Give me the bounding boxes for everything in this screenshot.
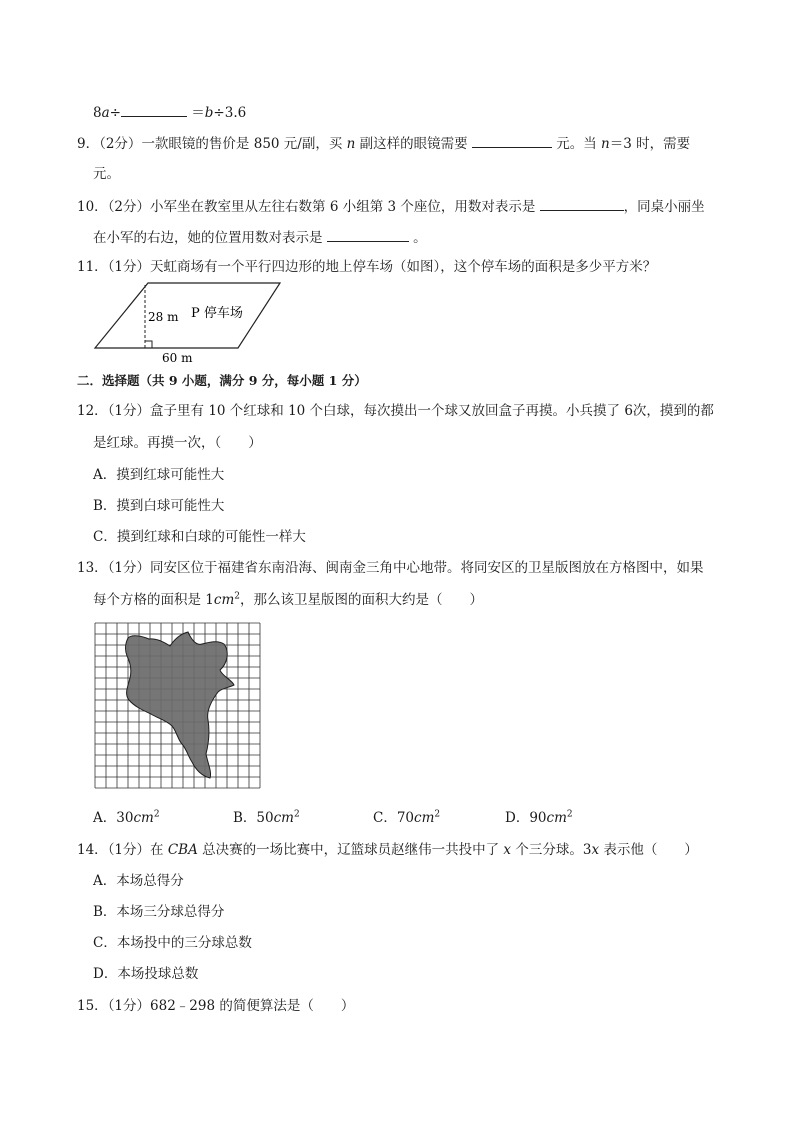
satellite-map-shape	[125, 632, 234, 778]
q14-option-c[interactable]: C．本场投中的三分球总数	[93, 935, 252, 951]
q10-line-1: 10．（2分）小军坐在教室里从左往右数第 6 小组第 3 个座位，用数对表示是 ，同桌小丽坐	[77, 199, 705, 215]
q12-option-a[interactable]: A．摸到红球可能性大	[93, 467, 225, 483]
q13-option-d[interactable]: D．$90cm^2$	[505, 809, 573, 826]
q13-line-1: 13．（1分）同安区位于福建省东南沿海、闽南金三角中心地带。将同安区的卫星版图放在方格图中，如果	[77, 560, 704, 576]
base-label: 60 m	[162, 351, 193, 364]
q9-answer-blank-1[interactable]	[472, 134, 552, 148]
q12-option-c[interactable]: C．摸到红球和白球的可能性一样大	[93, 529, 306, 545]
q10-answer-blank-2[interactable]	[327, 228, 409, 242]
parallelogram-shape	[95, 283, 280, 348]
section-heading: 二．选择题（共 9 小题，满分 9 分，每小题 1 分）	[77, 373, 367, 388]
q11-line-1: 11．（1分）天虹商场有一个平行四边形的地上停车场（如图），这个停车场的面积是多少平方米？	[77, 259, 657, 275]
q8-tail-line: 8a÷ ＝b÷3.6	[93, 105, 247, 121]
q14-option-a[interactable]: A．本场总得分	[93, 873, 184, 889]
q13-option-c[interactable]: C．$70cm^2$	[373, 809, 441, 826]
q14-line-1: 14．（1分）在 CBA 总决赛的一场比赛中，辽篮球员赵继伟一共投中了 x 个三分球。3x 表示他（ ）	[77, 842, 698, 858]
q14-option-b[interactable]: B．本场三分球总得分	[93, 904, 225, 920]
q12-line-1: 12．（1分）盒子里有 10 个红球和 10 个白球，每次摸出一个球又放回盒子再摸。小兵摸了 6次，摸到的都	[77, 403, 714, 419]
q9-line-1: 9．（2分）一款眼镜的售价是 850 元/副，买 n 副这样的眼镜需要 元。当 n＝3 时，需要	[77, 136, 691, 152]
height-label: 28 m	[148, 310, 179, 324]
parking-lot-parallelogram-figure	[90, 280, 290, 364]
q12-line-2: 是红球。再摸一次，（ ）	[93, 435, 262, 451]
right-angle-marker	[145, 341, 152, 348]
q12-option-b[interactable]: B．摸到白球可能性大	[93, 498, 225, 514]
q8-answer-blank[interactable]	[121, 103, 187, 117]
q10-line-2: 在小军的右边，她的位置用数对表示是 。	[93, 230, 427, 246]
q9-line-2: 元。	[93, 166, 120, 182]
q15-line-1: 15．（1分）682﹣298 的简便算法是（ ）	[77, 998, 355, 1014]
q13-options-row	[93, 809, 573, 827]
lot-name-label: P 停车场	[191, 306, 243, 321]
q13-option-a[interactable]: A．$30cm^2$	[93, 809, 160, 826]
q13-option-b[interactable]: B．$50cm^2$	[233, 809, 300, 826]
map-grid-figure	[94, 622, 264, 792]
q13-line-2: 每个方格的面积是 $1cm^2$，那么该卫星版图的面积大约是（ ）	[93, 591, 483, 608]
q14-option-d[interactable]: D．本场投球总数	[93, 966, 199, 982]
q10-answer-blank-1[interactable]	[540, 197, 624, 211]
